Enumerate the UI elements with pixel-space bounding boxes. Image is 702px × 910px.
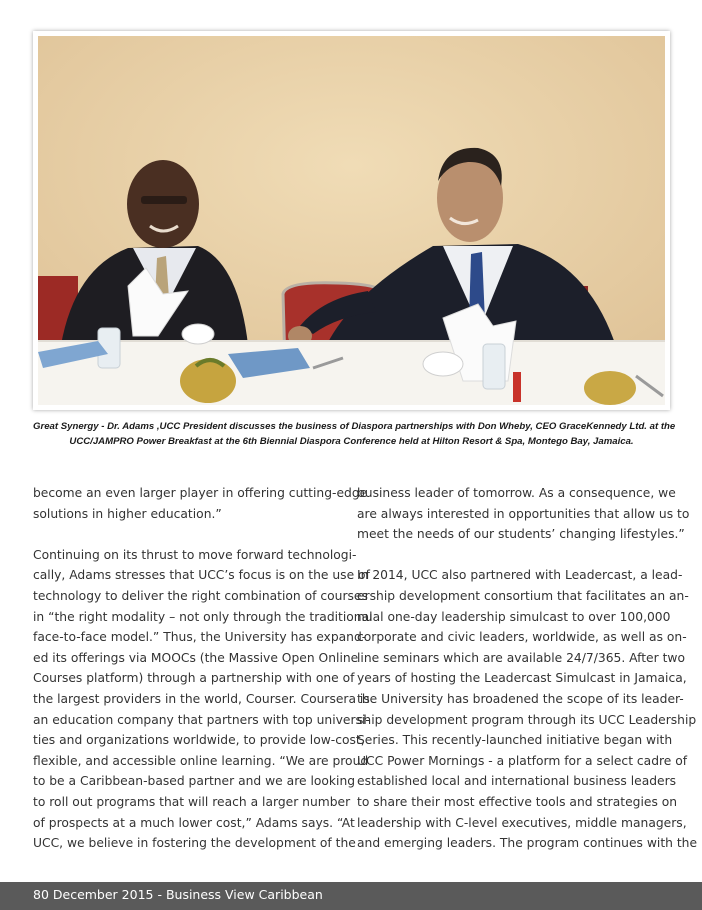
article-photo: [38, 36, 665, 405]
footer-page-info: 80 December 2015 - Business View Caribbean: [33, 887, 323, 902]
article-column-left: [33, 483, 373, 854]
text-line: Series. This recently-launched initiative began with: [357, 733, 673, 748]
text-line: and emerging leaders. The program continues with the: [357, 836, 698, 851]
text-line: technology to deliver the right combination of courses: [33, 588, 368, 603]
text-line: ership development consortium that facilitates an an-: [357, 588, 689, 603]
text-line: years of hosting the Leadercast Simulcast in Jamaica,: [357, 671, 687, 686]
article-photo-frame: [33, 31, 670, 410]
text-line: Continuing on its thrust to move forward technologi-: [33, 547, 357, 562]
text-line: In 2014, UCC also partnered with Leadercast, a lead-: [357, 568, 683, 583]
text-line: of prospects at a much lower cost,” Adams says. “At: [33, 815, 355, 830]
text-line: ties and organizations worldwide, to provide low-cost,: [33, 733, 365, 748]
article-column-right: [357, 483, 698, 854]
text-line: Courses platform) through a partnership with one of: [33, 671, 355, 686]
text-line: ship development program through its UCC Leadership: [357, 712, 697, 727]
text-line: the University has broadened the scope of its leader-: [357, 691, 684, 706]
caption-line: Great Synergy - Dr. Adams ,UCC President discusses the business of Diaspora partnerships with Don Wheby, CEO GraceKennedy Ltd. at the: [33, 421, 676, 432]
text-line: become an even larger player in offering cutting-edge: [33, 486, 368, 500]
text-line: to be a Caribbean-based partner and we are looking: [33, 774, 356, 789]
text-line: leadership with C-level executives, middle managers,: [357, 815, 687, 830]
text-line: flexible, and accessible online learning. “We are proud: [33, 753, 369, 768]
text-line: line seminars which are available 24/7/365. After two: [357, 650, 685, 665]
text-line: to share their most effective tools and strategies on: [357, 794, 678, 809]
text-line: the largest providers in the world, Courser. Coursera is: [33, 691, 370, 706]
text-line: in “the right modality – not only through the traditional: [33, 609, 373, 624]
text-line: business leader of tomorrow. As a consequence, we: [357, 486, 676, 500]
text-line: face-to-face model.” Thus, the University has expand-: [33, 630, 367, 645]
text-line: to roll out programs that will reach a larger number: [33, 794, 351, 809]
page-footer: [0, 882, 702, 910]
text-line: ed its offerings via MOOCs (the Massive Open Online: [33, 650, 359, 665]
text-line: meet the needs of our students’ changing lifestyles.”: [357, 527, 685, 542]
text-line: cally, Adams stresses that UCC’s focus is on the use of: [33, 568, 370, 583]
text-line: UCC, we believe in fostering the development of the: [33, 836, 356, 851]
text-line: UCC Power Mornings - a platform for a select cadre of: [357, 753, 688, 768]
text-line: solutions in higher education.”: [33, 506, 222, 521]
photo-caption: [33, 419, 676, 449]
text-line: an education company that partners with top universi-: [33, 712, 370, 727]
text-line: are always interested in opportunities that allow us to: [357, 506, 690, 521]
text-line: established local and international business leaders: [357, 774, 677, 789]
text-line: nual one-day leadership simulcast to over 100,000: [357, 609, 671, 624]
caption-line: UCC/JAMPRO Power Breakfast at the 6th Biennial Diaspora Conference held at Hilton Resort & Spa, Montego Bay, Jamaica.: [69, 436, 634, 447]
text-line: corporate and civic leaders, worldwide, as well as on-: [357, 630, 687, 645]
